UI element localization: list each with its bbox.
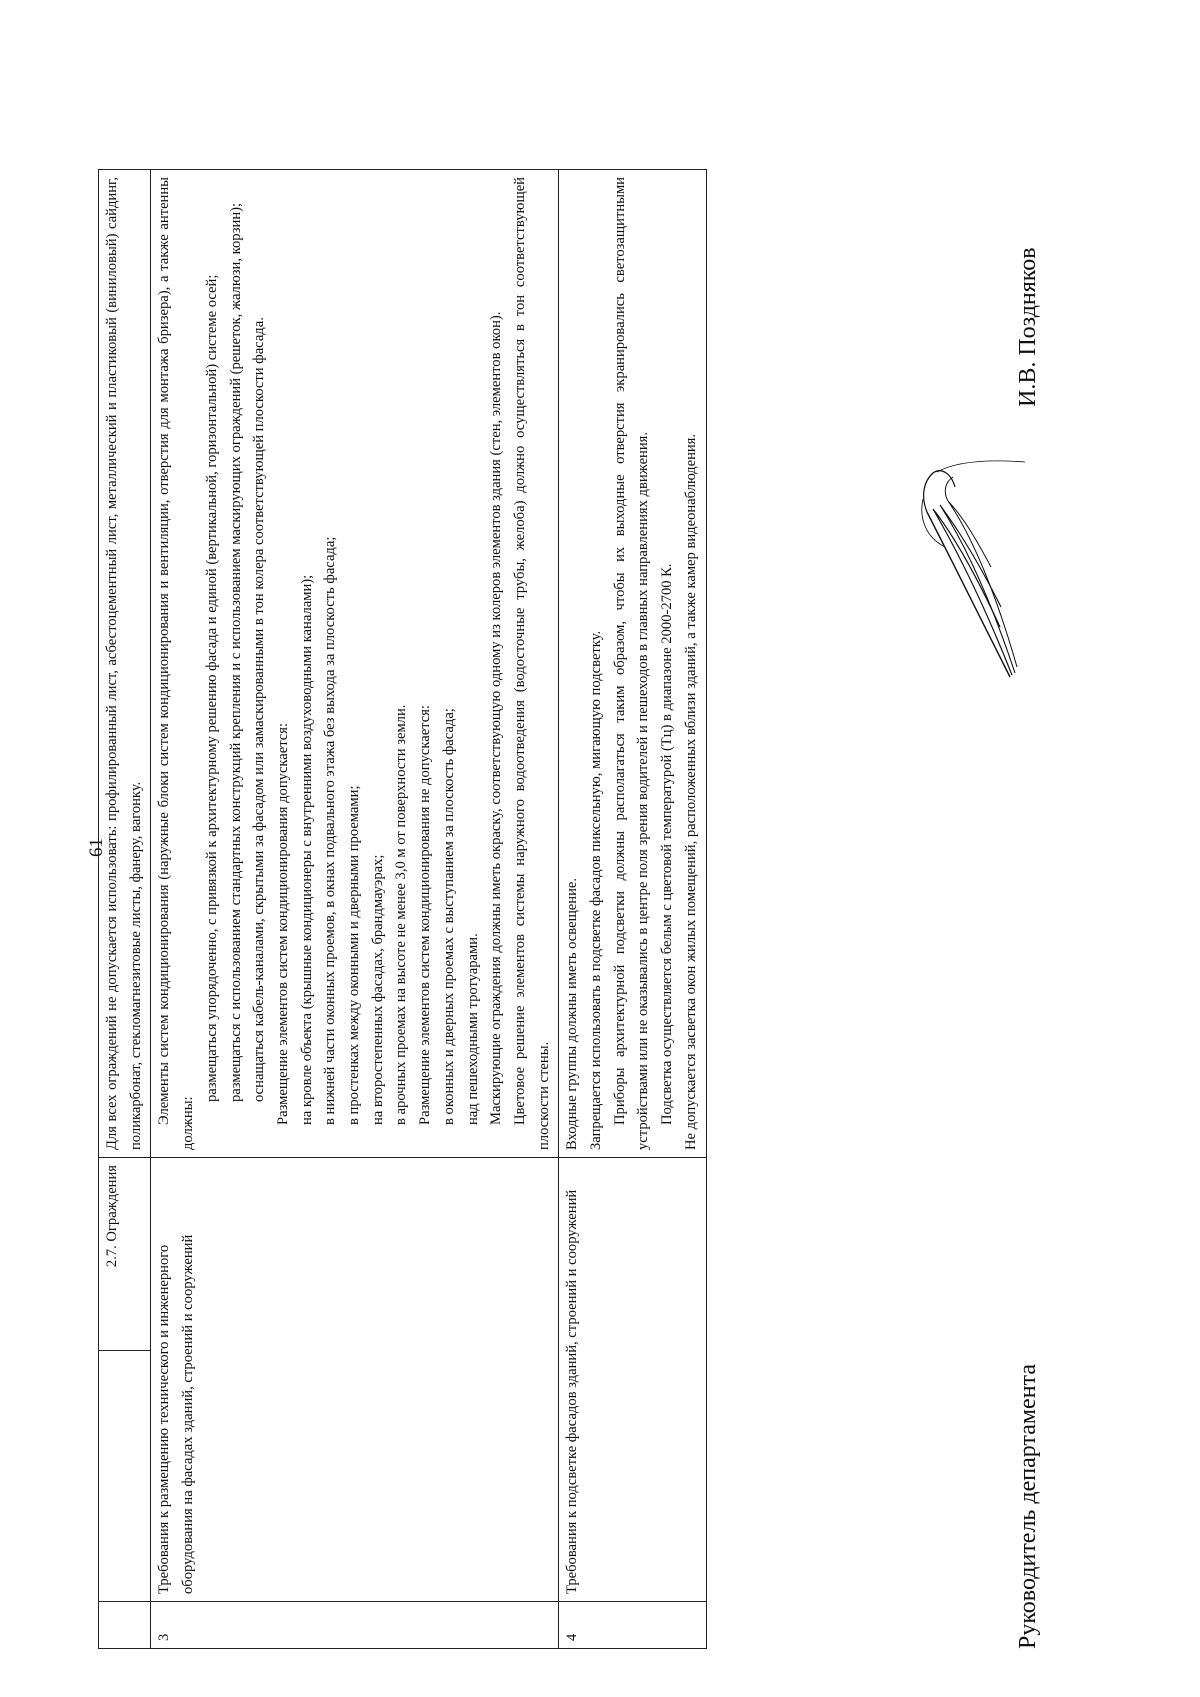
paragraph: размещаться с использованием стандартных конструкций крепления и с использованием маскирующих ограждений (решеток, жалюзи, корзин); [227,202,244,1102]
paragraph: Размещение элементов систем кондиционирования не допускается: [417,705,434,1125]
paragraph: Приборы архитектурной подсветки должны располагаться таким образом, чтобы их выходные отверстия экранировались светозащитными устройствами или не оказывались в центре поля зрения водителей и пешеходов в главных направлениях движения. [611,177,652,1150]
paragraph: Входные группы должны иметь освещение. [564,877,581,1150]
signatory-position: Руководитель департамента [1015,1364,1041,1649]
table-row-4 [559,170,706,1649]
signatory-name: И.В. Поздняков [1015,247,1041,407]
paragraph: в арочных проемах на высоте не менее 3,0 м от поверхности земли. [393,704,410,1125]
requirement-cell [99,1351,151,1602]
paragraph: Размещение элементов систем кондиционирования допускается: [274,722,291,1125]
paragraph: в простенках между оконными и дверными проемами; [346,785,363,1125]
paragraph: на кровле объекта (крышные кондиционеры с внутренними воздуховодными каналами); [298,574,315,1125]
requirements-table [98,169,707,1649]
paragraph: над пешеходными тротуарами. [464,933,481,1125]
requirement-cell: Требования к подсветке фасадов зданий, строений и сооружений [559,1158,706,1602]
paragraph: Запрещается использовать в подсветке фасадов пиксельную, мигающую подсветку. [588,630,605,1150]
page-number: 61 [86,838,107,857]
paragraph: Цветовое решение элементов системы наружного водоотведения (водосточные трубы, желоба) должно осуществляться в тон соответствующей плоскости стены. [511,177,552,1150]
table-row-2-7 [99,170,151,1649]
paragraph: Не допускается засветка окон жилых помещений, расположенных вблизи зданий, а также камер видеонаблюдения. [682,433,699,1150]
paragraph: размещаться упорядоченно, с привязкой к архитектурному решению фасада и единой (вертикальной, горизонтальной) системе осей; [203,274,220,1102]
paragraph: в нижней части оконных проемов, в окнах подвального этажа без выхода за плоскость фасада; [322,536,339,1125]
content-cell [559,170,706,1158]
paragraph: Маскирующие ограждения должны иметь окраску, соответствующую одному из колеров элементов здания (стен, элементов окон). [488,311,505,1125]
row-number-cell: 3 [151,1602,559,1649]
paragraph: оснащаться кабель-каналами, скрытыми за фасадом или замаскированными в тон колера соответствующей плоскости фасада. [251,317,268,1102]
paragraph: Элементы систем кондиционирования (наружные блоки систем кондиционирования и вентиляции, отверстия для монтажа бризера), а также антенны должны: [156,177,197,1150]
handwritten-signature [915,447,1035,687]
subsection-heading: 2.7. Ограждения [99,1158,151,1351]
row-number-cell: 4 [559,1602,706,1649]
row-number-cell [99,1602,151,1649]
requirement-cell: Требования к размещению технического и инженерного оборудования на фасадах зданий, строений и сооружений [151,1158,559,1602]
table-row-3 [151,170,559,1649]
paragraph: Для всех ограждений не допускается использовать: профилированный лист, асбестоцементный лист, металлический и пластиковый (виниловый) сайдинг, поликарбонат, стекломагнезитовые листы, фанеру, вагонку. [104,177,144,1150]
content-cell [99,170,151,1158]
paragraph: на второстепенных фасадах, брандмауэрах; [369,854,386,1125]
paragraph: Подсветка осуществляется белым с цветовой температурой (Тц) в диапазоне 2000-2700 К. [659,563,676,1125]
content-cell [151,170,559,1158]
paragraph: в оконных и дверных проемах с выступанием за плоскость фасада; [440,708,457,1125]
